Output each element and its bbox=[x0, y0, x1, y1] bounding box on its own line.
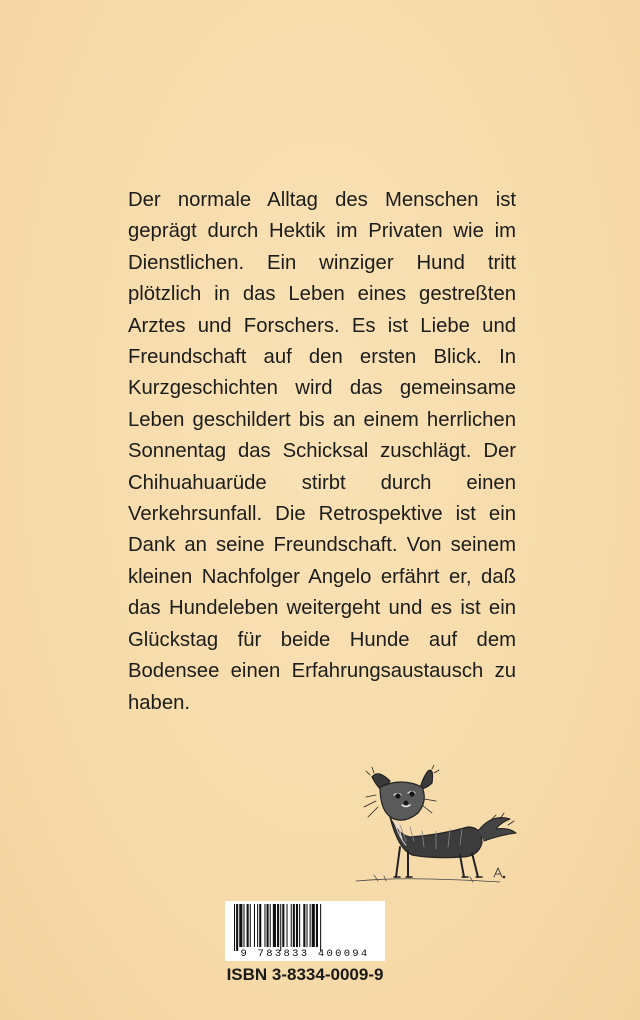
chihuahua-sketch-icon bbox=[350, 765, 520, 895]
isbn-number: ISBN 3-8334-0009-9 bbox=[226, 965, 384, 984]
barcode-bar bbox=[299, 904, 300, 947]
barcode-bar bbox=[310, 904, 311, 947]
barcode-bar bbox=[234, 904, 235, 951]
barcode-bar bbox=[273, 904, 276, 947]
barcode-bar bbox=[254, 904, 255, 947]
barcode-digits: 9 783833 400094 bbox=[240, 948, 370, 960]
barcode-bar bbox=[264, 904, 265, 947]
barcode-bar bbox=[259, 904, 261, 947]
barcode-bar bbox=[247, 904, 249, 947]
barcode bbox=[225, 901, 385, 961]
barcode-bar bbox=[312, 904, 315, 947]
barcode-bar bbox=[243, 904, 244, 947]
barcode-bar bbox=[320, 904, 321, 951]
barcode-bar bbox=[306, 904, 307, 947]
barcode-bar bbox=[293, 904, 295, 947]
barcode-bar bbox=[280, 904, 281, 951]
barcode-bar bbox=[236, 904, 238, 951]
barcode-bar bbox=[250, 904, 251, 947]
barcode-bar bbox=[316, 904, 318, 947]
barcode-bar bbox=[296, 904, 298, 947]
barcode-bar bbox=[267, 904, 269, 947]
barcode-bar bbox=[282, 904, 284, 947]
barcode-bar bbox=[239, 904, 242, 947]
barcode-bar bbox=[270, 904, 271, 947]
barcode-bar bbox=[257, 904, 258, 947]
back-cover-blurb: Der normale Alltag des Menschen ist geprägt durch Hektik im Privaten wie im Dienstlichen. Ein winziger Hund tritt plötzlich in das Leben eines gestreßten Arztes und Forschers. Es ist Liebe und Freundschaft auf den ersten Blick. In Kurzgeschichten wird das gemeinsame Leben geschildert bis an einem herrlichen Sonnentag das Schicksal zuschlägt. Der Chihuahuarüde stirbt durch einen Verkehrsunfall. Die Retrospektive ist ein Dank an seine Freundschaft. Von seinem kleinen Nachfolger Angelo erfährt er, daß das Hundeleben weitergeht und es ist ein Glückstag für beide Hunde auf dem Bodensee einen Erfahrungsaustausch zu haben. bbox=[128, 189, 516, 714]
barcode-bar bbox=[277, 904, 279, 947]
barcode-bar bbox=[291, 904, 292, 947]
barcode-bar bbox=[287, 904, 288, 947]
barcode-bar bbox=[303, 904, 305, 947]
